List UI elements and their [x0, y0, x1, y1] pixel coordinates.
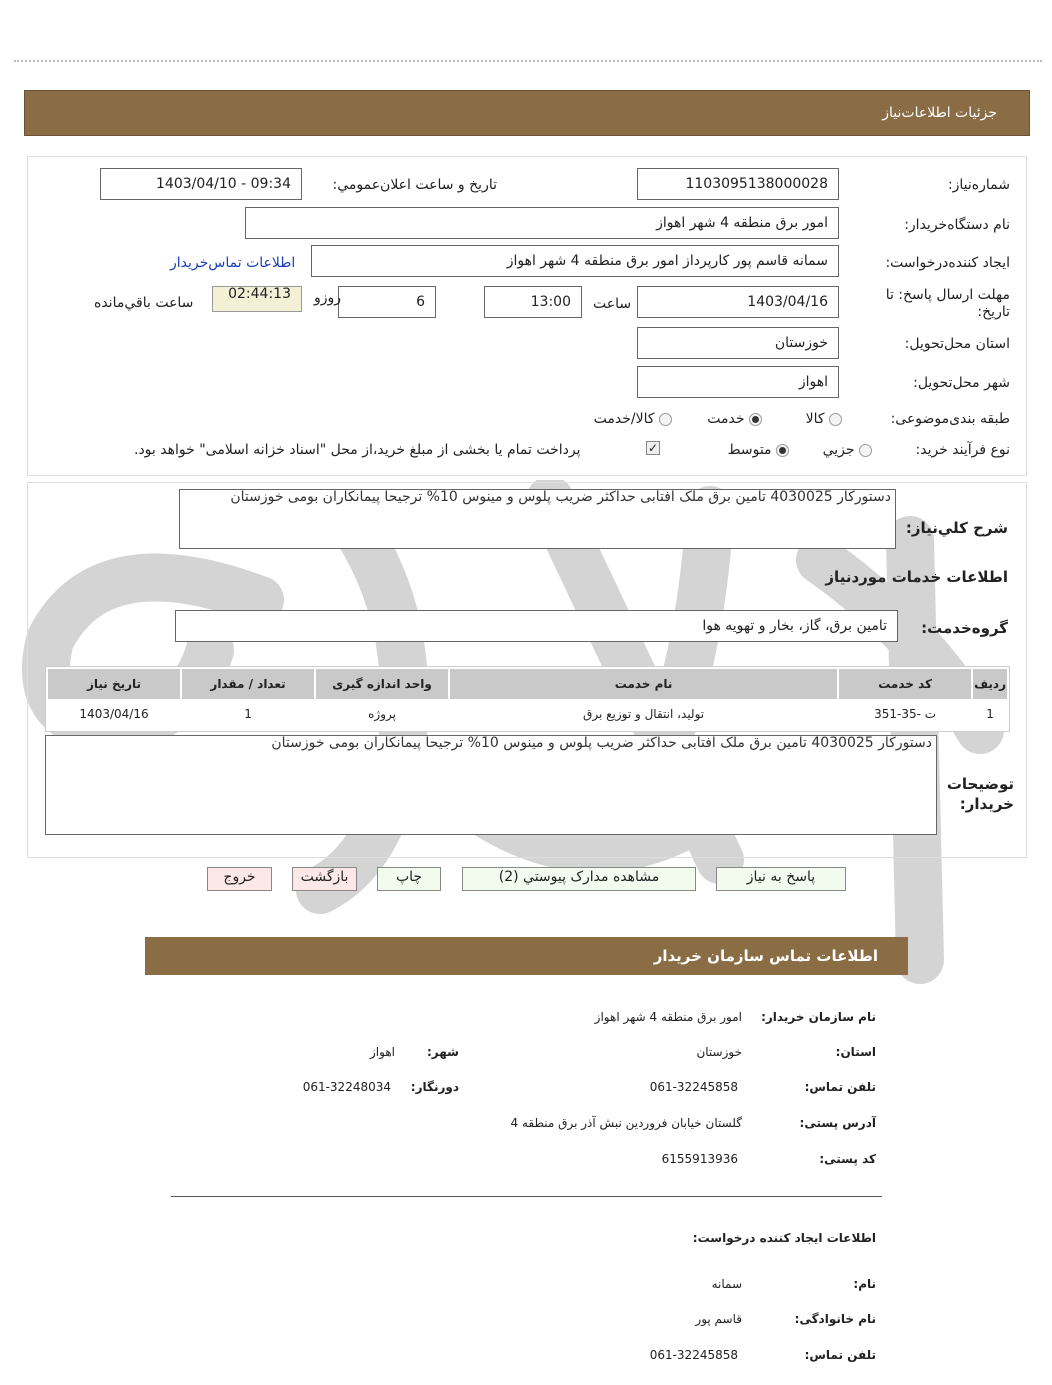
- attachments-button[interactable]: مشاهده مدارک پيوستي (2): [462, 867, 696, 891]
- days-field: 6: [338, 286, 436, 318]
- cell-code: ت -35-351: [874, 707, 937, 721]
- contact-divider: [171, 1196, 882, 1197]
- need-number-label: شماره‌نیاز:: [947, 177, 1010, 193]
- payment-checkbox[interactable]: ✓: [647, 441, 659, 455]
- city-field: اهواز: [637, 366, 839, 398]
- days-label: روزو: [314, 290, 342, 306]
- deadline-label: مهلت ارسال پاسخ: تا تاريخ:: [885, 287, 1010, 320]
- details-header: [24, 90, 1030, 136]
- contact-address-label: آدرس پستی:: [799, 1116, 876, 1130]
- requester-title: اطلاعات ايجاد كننده درخواست:: [692, 1231, 876, 1245]
- cell-row: 1: [986, 707, 994, 721]
- service-group-label: گروه‌خدمت:: [921, 619, 1008, 637]
- col-qty: تعداد / مقدار: [182, 669, 314, 699]
- radio-selected-icon[interactable]: [749, 413, 762, 426]
- category-radio-goods[interactable]: كالا: [806, 411, 842, 427]
- creator-field: سمانه قاسم پور كارپرداز امور برق منطقه 4 شهر اهواز: [311, 245, 839, 277]
- cell-unit: پروژه: [368, 707, 396, 721]
- category-radio-service[interactable]: خدمت: [707, 411, 762, 427]
- category-label: طبقه بندی‌موضوعی:: [890, 411, 1010, 427]
- radio-icon[interactable]: [859, 444, 872, 457]
- org-value: امور برق منطقه 4 شهر اهواز: [594, 1010, 742, 1024]
- radio-icon[interactable]: [659, 413, 672, 426]
- services-title: اطلاعات خدمات موردنياز: [825, 568, 1008, 586]
- org-label: نام سازمان خريدار:: [761, 1010, 876, 1024]
- contact-postal-label: کد پستی:: [819, 1152, 876, 1166]
- contact-province-label: استان:: [835, 1045, 876, 1059]
- print-button[interactable]: چاپ: [377, 867, 441, 891]
- city-label: شهر محل‌تحويل:: [913, 375, 1010, 391]
- services-table-frame: [45, 666, 1010, 732]
- contact-fax-value: 061-32248034: [302, 1080, 391, 1094]
- col-code: کد خدمت: [839, 669, 971, 699]
- remaining-label: ساعت باقي‌مانده: [94, 295, 194, 311]
- requester-phone-value: 061-32245858: [649, 1348, 738, 1362]
- contact-header: [145, 937, 908, 975]
- table-row: [48, 701, 1007, 727]
- contact-fax-label: دورنگار:: [410, 1080, 459, 1094]
- announce-label: تاريخ و ساعت اعلان‌عمومي:: [332, 177, 497, 193]
- col-name: نام خدمت: [450, 669, 837, 699]
- requester-family-label: نام خانوادگی:: [794, 1312, 876, 1326]
- process-label: نوع فرآيند خريد:: [915, 442, 1010, 458]
- cell-name: توليد، انتقال و توزيع برق: [583, 707, 705, 721]
- payment-note: پرداخت تمام يا بخشی از مبلغ خريد،از محل "اسناد خزانه اسلامی" خواهد بود.: [134, 442, 581, 458]
- contact-phone-label: تلفن تماس:: [804, 1080, 876, 1094]
- contact-header-title: اطلاعات تماس سازمان خريدار: [653, 947, 878, 965]
- contact-city-value: اهواز: [370, 1045, 395, 1059]
- services-table: [46, 667, 1009, 729]
- contact-postal-value: 6155913936: [661, 1152, 738, 1166]
- requester-phone-label: تلفن تماس:: [804, 1348, 876, 1362]
- buyer-label: نام دستگاه‌خريدار:: [904, 217, 1010, 233]
- announce-date-field: 1403/04/10 - 09:34: [100, 168, 302, 200]
- details-header-title: جزئيات اطلاعات‌نياز: [882, 105, 997, 121]
- requester-name-label: نام:: [853, 1277, 876, 1291]
- summary-label: شرح كلي‌نياز:: [905, 519, 1008, 537]
- top-divider: [14, 60, 1042, 62]
- buyer-field: امور برق منطقه 4 شهر اهواز: [245, 207, 839, 239]
- col-row: رديف: [973, 669, 1007, 699]
- table-header-row: [48, 669, 1007, 699]
- col-unit: واحد اندازه گيری: [316, 669, 448, 699]
- back-button[interactable]: بازگشت: [292, 867, 357, 891]
- process-radio-minor[interactable]: جزيي: [823, 442, 872, 458]
- province-field: خوزستان: [637, 327, 839, 359]
- deadline-date-field: 1403/04/16: [637, 286, 839, 318]
- summary-field: دستورکار 4030025 تامین برق ملک افتابی حداکثر ضریب پلوس و مینوس 10% ترجیحا پیمانکاران بومی خوزستان: [179, 489, 896, 549]
- buyer-contact-link[interactable]: اطلاعات تماس‌خريدار: [170, 255, 296, 271]
- buyer-notes-field: دستورکار 4030025 تامین برق ملک افتابی حداکثر ضریب پلوس و مینوس 10% ترجیحا پیمانکاران بومی خوزستان: [45, 735, 937, 835]
- service-group-field: تامين برق، گاز، بخار و تهويه هوا: [175, 610, 898, 642]
- process-radio-medium[interactable]: متوسط: [728, 442, 789, 458]
- cell-date: 1403/04/16: [79, 707, 149, 721]
- contact-address-value: گلستان خيابان فروردين نبش آذر برق منطقه 4: [510, 1116, 742, 1130]
- category-radio-goods-service[interactable]: كالا/خدمت: [594, 411, 672, 427]
- reply-button[interactable]: پاسخ به نياز: [716, 867, 846, 891]
- buyer-notes-label: توضيحات خريدار:: [946, 775, 1014, 813]
- time-label: ساعت: [593, 296, 632, 312]
- remaining-time-field: 02:44:13: [212, 286, 302, 312]
- radio-selected-icon[interactable]: [776, 444, 789, 457]
- exit-button[interactable]: خروج: [207, 867, 272, 891]
- radio-icon[interactable]: [829, 413, 842, 426]
- contact-phone-value: 061-32245858: [649, 1080, 738, 1094]
- requester-name-value: سمانه: [711, 1277, 742, 1291]
- contact-province-value: خوزستان: [696, 1045, 742, 1059]
- deadline-time-field: 13:00: [484, 286, 582, 318]
- requester-family-value: قاسم پور: [695, 1312, 742, 1326]
- cell-qty: 1: [244, 707, 252, 721]
- creator-label: ايجاد کننده‌درخواست:: [885, 255, 1010, 271]
- col-date: تاريخ نياز: [48, 669, 180, 699]
- province-label: استان محل‌تحويل:: [904, 336, 1010, 352]
- contact-city-label: شهر:: [427, 1045, 459, 1059]
- need-number-field: 1103095138000028: [637, 168, 839, 200]
